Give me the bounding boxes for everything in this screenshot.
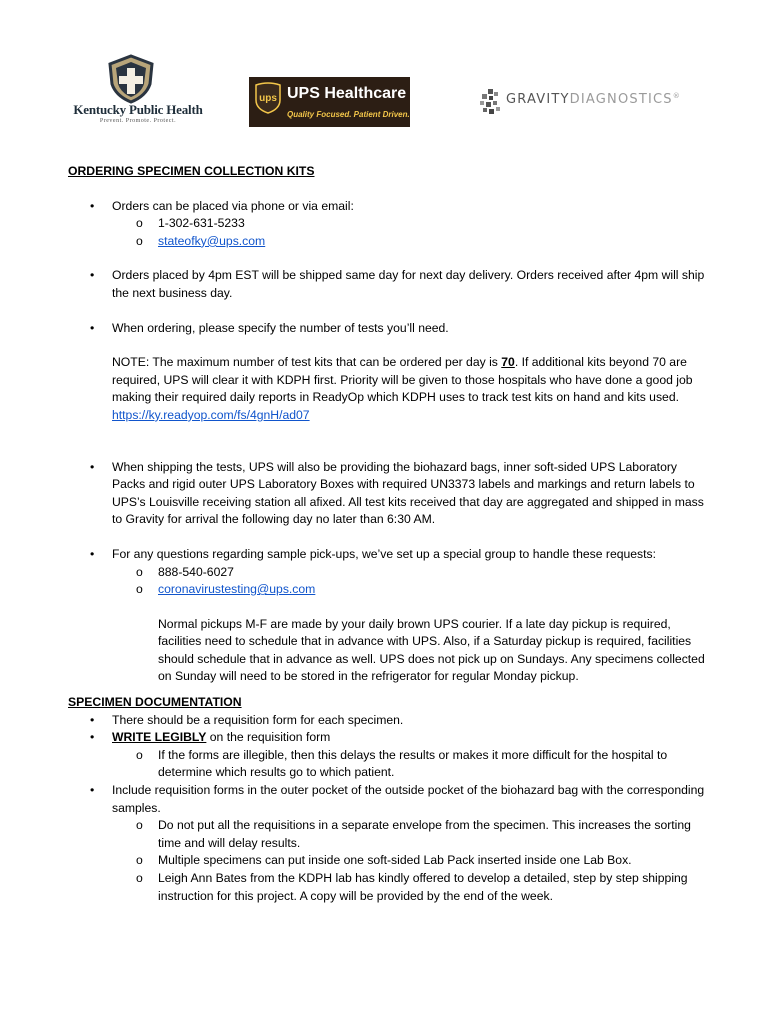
order-methods-item (68, 198, 708, 216)
bullet-marker: • (90, 546, 95, 561)
illegible-forms-item (68, 747, 708, 782)
note-text-pre: NOTE: The maximum number of test kits that can be ordered per day is (112, 355, 502, 370)
bullet-marker: • (90, 459, 95, 474)
kph-tagline: Prevent. Promote. Protect. (99, 118, 177, 124)
illegible-forms-text: If the forms are illegible, then this delays the results or makes it more difficult for the hospital to determine which results go to which patient. (158, 747, 668, 780)
gravity-word-part2: DIAGNOSTICS (569, 92, 673, 107)
sub-bullet-marker: o (136, 564, 143, 579)
bullet-marker: • (90, 783, 95, 798)
bullet-marker: • (90, 712, 95, 727)
shipping-time-text: Orders placed by 4pm EST will be shipped same day for next day delivery. Orders received after 4pm will ship the next business day. (112, 268, 705, 300)
pickup-schedule-note: Normal pickups M-F are made by your daily brown UPS courier. If a late day pickup is required, facilities need to schedule that in advance with UPS. Also, if a Saturday pickup is required, facilities should schedule that in advance as well. UPS does not pick up on Sundays. Any specimens collected on Sunday will need to be stored in the refrigerator for regular Monday pickup. (158, 616, 705, 684)
ups-shield-icon (254, 82, 282, 114)
gravity-wordmark (506, 92, 681, 107)
gravity-diagnostics-logo (478, 88, 693, 118)
multiple-specimens-item (68, 852, 708, 870)
documentation-heading: SPECIMEN DOCUMENTATION (68, 695, 242, 710)
bullet-marker: • (90, 198, 95, 213)
bullet-marker: • (90, 268, 95, 283)
requisition-form-text: There should be a requisition form for each specimen. (112, 712, 404, 727)
sub-bullet-marker: o (136, 233, 143, 248)
note-text-post: . If additional kits beyond 70 are required, UPS will clear it with KDPH first. Priority will be given to those hospitals who have done a good job making their required daily reports in ReadyOp which KDPH uses to track test kits on hand and kits used. (112, 355, 693, 405)
gravity-dots-icon (478, 88, 504, 116)
order-email-link[interactable]: stateofky@ups.com (158, 233, 266, 248)
write-legibly-emphasis: WRITE LEGIBLY (112, 730, 207, 745)
include-forms-text: Include requisition forms in the outer pocket of the outside pocket of the biohazard bag with the corresponding samples. (112, 783, 705, 815)
shipping-instruction-text: Leigh Ann Bates from the KDPH lab has kindly offered to develop a detailed, step by step shipping instruction for this project. A copy will be provided by the end of the week. (158, 871, 688, 903)
specify-tests-item (68, 320, 708, 338)
pickup-phone: 888-540-6027 (158, 564, 234, 579)
no-separate-envelope-item (68, 817, 708, 852)
write-legibly-item (68, 729, 708, 747)
ups-shield-text: ups (259, 93, 277, 104)
logo-banner (0, 50, 770, 130)
sub-bullet-marker: o (136, 853, 143, 868)
pickup-questions-item (68, 546, 708, 564)
ups-subtitle: Quality Focused. Patient Driven. (287, 110, 410, 119)
requisition-form-item (68, 712, 708, 730)
write-legibly-rest: on the requisition form (206, 730, 331, 745)
document-body (68, 163, 708, 905)
gravity-word-part1: GRAVITY (506, 92, 570, 107)
shipping-supplies-text: When shipping the tests, UPS will also be providing the biohazard bags, inner soft-sided UPS Laboratory Packs and rigid outer UPS Laboratory Boxes with required UN3373 labels and markings and return labels to UPS’s Louisville receiving station all afixed. All test kits received that day are aggregated and shipped in mass to Gravity for arrival the following day no later than 6:30 AM. (112, 459, 704, 527)
pickup-phone-item (68, 564, 708, 582)
readyop-link[interactable]: https://ky.readyop.com/fs/4gnH/ad07 (112, 407, 310, 422)
ups-healthcare-logo (249, 77, 410, 127)
multiple-specimens-text: Multiple specimens can put inside one soft-sided Lab Pack inserted inside one Lab Box. (158, 853, 632, 868)
ordering-heading: ORDERING SPECIMEN COLLECTION KITS (68, 164, 315, 178)
kentucky-public-health-logo (68, 54, 208, 126)
bullet-marker: • (90, 320, 95, 335)
order-methods-text: Orders can be placed via phone or via email: (112, 198, 354, 213)
include-forms-item (68, 782, 708, 817)
max-kits-note (68, 354, 708, 424)
sub-bullet-marker: o (136, 216, 143, 231)
order-phone: 1-302-631-5233 (158, 216, 245, 231)
shipping-instruction-item (68, 870, 708, 905)
shipping-time-item (68, 267, 708, 302)
gravity-tm: ® (672, 92, 681, 100)
sub-bullet-marker: o (136, 818, 143, 833)
note-max-kits: 70 (501, 355, 515, 370)
shipping-supplies-item (68, 459, 708, 529)
sub-bullet-marker: o (136, 582, 143, 597)
sub-bullet-marker: o (136, 747, 143, 762)
pickup-email-link[interactable]: coronavirustesting@ups.com (158, 582, 316, 597)
kph-shield-icon (106, 54, 156, 104)
no-separate-envelope-text: Do not put all the requisitions in a separate envelope from the specimen. This increases the sorting time and will delay results. (158, 818, 691, 850)
pickup-questions-text: For any questions regarding sample pick-ups, we’ve set up a special group to handle these requests: (112, 546, 657, 561)
ups-title: UPS Healthcare (287, 85, 407, 102)
order-phone-item (68, 215, 708, 233)
bullet-marker: • (90, 730, 95, 745)
order-email-item (68, 233, 708, 251)
pickup-email-item (68, 581, 708, 599)
specify-tests-text: When ordering, please specify the number of tests you’ll need. (112, 320, 449, 335)
kph-name: Kentucky Public Health (73, 102, 203, 117)
sub-bullet-marker: o (136, 871, 143, 885)
